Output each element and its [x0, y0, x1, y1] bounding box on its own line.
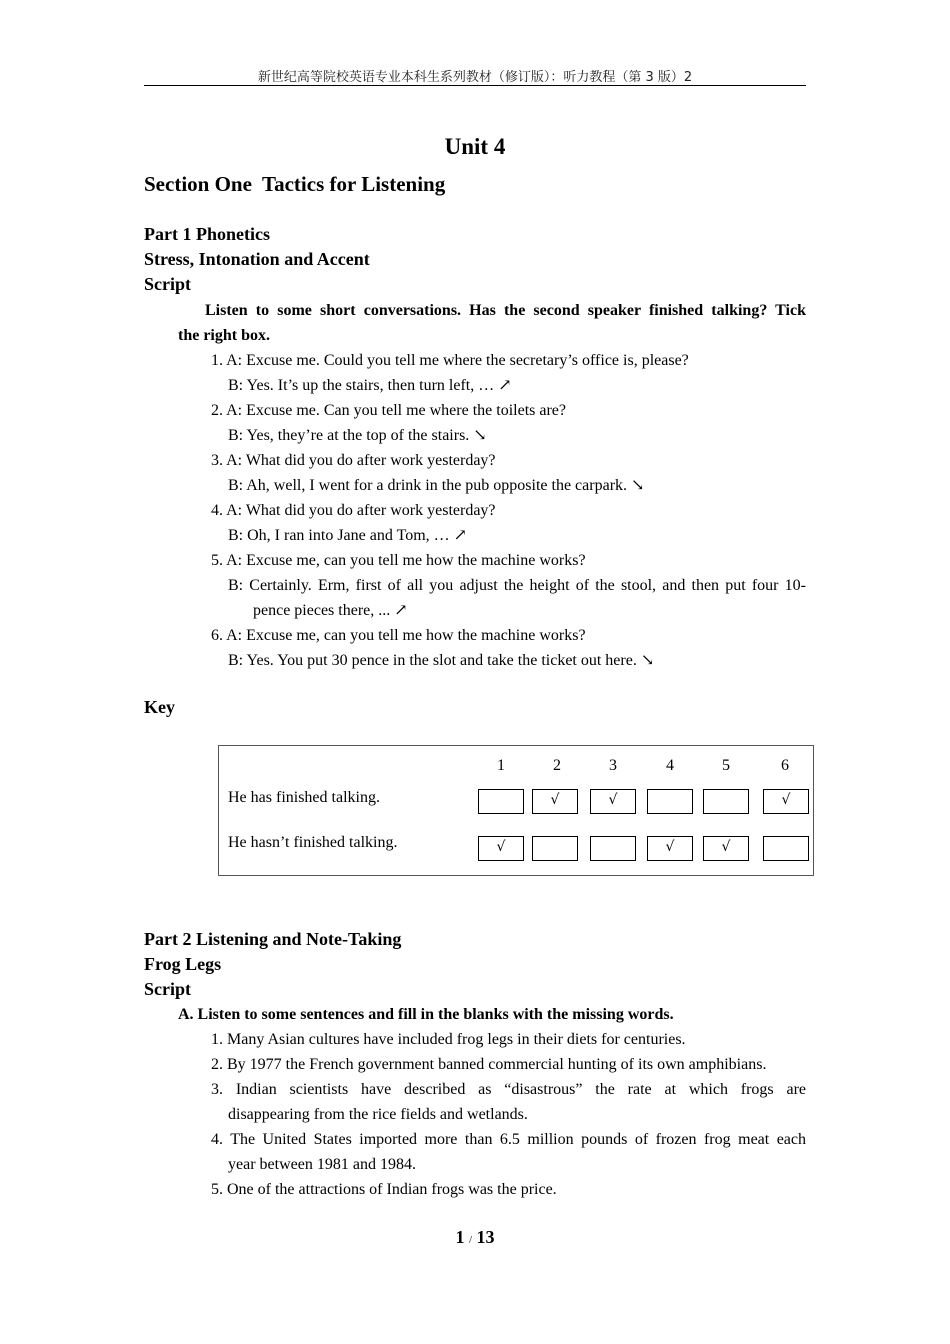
- part1-heading: Part 1 Phonetics: [144, 224, 270, 244]
- dialogue-3b: B: Ah, well, I went for a drink in the pub opposite the carpark. ↘: [228, 477, 645, 494]
- dialogue-4b: B: Oh, I ran into Jane and Tom, … ↗: [228, 527, 468, 544]
- part2-script-label: Script: [144, 979, 191, 999]
- key-column-header: 1: [497, 757, 505, 774]
- part1-script-label: Script: [144, 274, 191, 294]
- dialogue-5a: 5. A: Excuse me, can you tell me how the machine works?: [211, 552, 586, 569]
- dialogue-1a: 1. A: Excuse me. Could you tell me where the secretary’s office is, please?: [211, 352, 689, 369]
- sentence-5: 5. One of the attractions of Indian frogs was the price.: [211, 1181, 557, 1198]
- tick-box: [763, 836, 809, 861]
- page-current: 1: [455, 1227, 465, 1247]
- tick-box: [590, 836, 636, 861]
- sentence-3: 3. Indian scientists have described as “disastrous” the rate at which frogs are: [211, 1081, 806, 1098]
- sentence-2: 2. By 1977 the French government banned commercial hunting of its own amphibians.: [211, 1056, 767, 1073]
- tick-box: √: [763, 789, 809, 814]
- dialogue-3a: 3. A: What did you do after work yesterday?: [211, 452, 496, 469]
- sentence-3-cont: disappearing from the rice fields and wetlands.: [228, 1106, 528, 1123]
- section-title: Section One Tactics for Listening: [144, 172, 446, 196]
- part2-subheading: Frog Legs: [144, 954, 222, 974]
- part1-instruction-cont: the right box.: [178, 327, 270, 344]
- dialogue-1b: B: Yes. It’s up the stairs, then turn left, … ↗: [228, 377, 512, 394]
- tick-box: √: [703, 836, 749, 861]
- part1-instruction: Listen to some short conversations. Has the second speaker finished talking? Tick: [205, 302, 806, 319]
- dialogue-2a: 2. A: Excuse me. Can you tell me where the toilets are?: [211, 402, 566, 419]
- unit-title: Unit 4: [444, 134, 506, 159]
- dialogue-6a: 6. A: Excuse me, can you tell me how the machine works?: [211, 627, 586, 644]
- dialogue-6b: B: Yes. You put 30 pence in the slot and take the ticket out here. ↘: [228, 652, 655, 669]
- page-separator: /: [468, 1234, 473, 1246]
- tick-box: [532, 836, 578, 861]
- sentence-4: 4. The United States imported more than 6.5 million pounds of frozen frog meat each: [211, 1131, 806, 1148]
- tick-box: √: [590, 789, 636, 814]
- sentence-4-cont: year between 1981 and 1984.: [228, 1156, 416, 1173]
- running-header: 新世纪高等院校英语专业本科生系列教材（修订版）：听力教程（第 3 版）2: [257, 70, 693, 85]
- key-column-header: 3: [609, 757, 617, 774]
- part2-heading: Part 2 Listening and Note-Taking: [144, 929, 402, 949]
- key-label: Key: [144, 697, 175, 717]
- tick-box: [647, 789, 693, 814]
- part2-instruction: A. Listen to some sentences and fill in the blanks with the missing words.: [178, 1006, 674, 1023]
- tick-box: √: [532, 789, 578, 814]
- key-column-header: 5: [722, 757, 730, 774]
- part1-subheading: Stress, Intonation and Accent: [144, 249, 370, 269]
- page-total: 13: [476, 1227, 495, 1247]
- header-rule: [144, 85, 806, 86]
- key-column-header: 4: [666, 757, 674, 774]
- key-row-label-finished: He has finished talking.: [228, 789, 380, 806]
- dialogue-5b-cont: pence pieces there, ... ↗: [253, 602, 408, 619]
- key-column-header: 6: [781, 757, 789, 774]
- tick-box: [478, 789, 524, 814]
- tick-box: √: [478, 836, 524, 861]
- page-number: [0, 1227, 950, 1248]
- key-row-label-not-finished: He hasn’t finished talking.: [228, 834, 398, 851]
- dialogue-5b: B: Certainly. Erm, first of all you adjust the height of the stool, and then put four 10-: [228, 577, 806, 594]
- sentence-1: 1. Many Asian cultures have included frog legs in their diets for centuries.: [211, 1031, 686, 1048]
- tick-box: [703, 789, 749, 814]
- dialogue-2b: B: Yes, they’re at the top of the stairs. ↘: [228, 427, 487, 444]
- key-column-header: 2: [553, 757, 561, 774]
- dialogue-4a: 4. A: What did you do after work yesterday?: [211, 502, 496, 519]
- tick-box: √: [647, 836, 693, 861]
